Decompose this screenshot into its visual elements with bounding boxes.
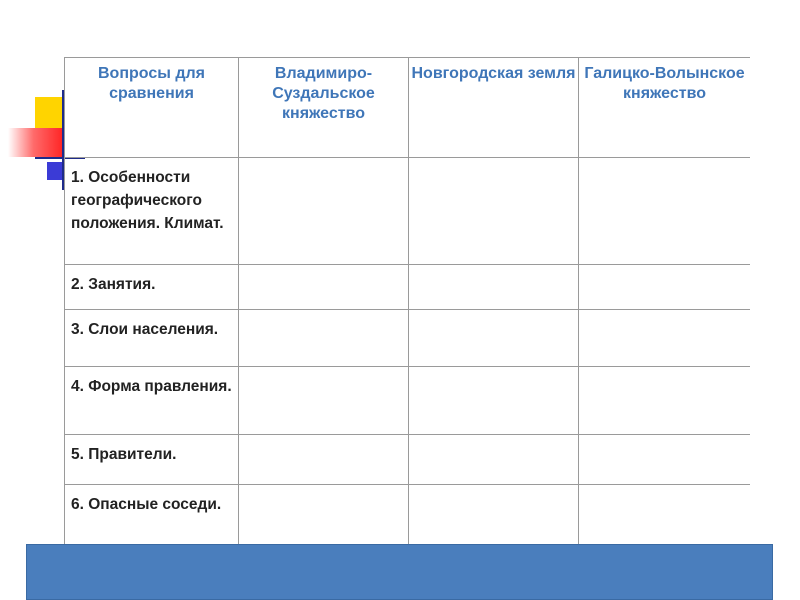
table-row xyxy=(65,310,751,367)
table-cell[interactable] xyxy=(579,367,751,435)
table-cell[interactable] xyxy=(239,435,409,485)
row-question: 2. Занятия. xyxy=(65,265,239,310)
table-cell[interactable] xyxy=(579,485,751,547)
row-question: 3. Слои населения. xyxy=(65,310,239,367)
header-novgorod: Новгородская земля xyxy=(409,58,579,158)
table-cell[interactable] xyxy=(579,435,751,485)
table-cell[interactable] xyxy=(239,310,409,367)
table-cell[interactable] xyxy=(409,485,579,547)
table-row xyxy=(65,485,751,547)
row-question: 1. Особенности географического положения. Климат. xyxy=(65,158,239,265)
row-question: 5. Правители. xyxy=(65,435,239,485)
table-cell[interactable] xyxy=(409,367,579,435)
table-row xyxy=(65,158,751,265)
table-cell[interactable] xyxy=(239,485,409,547)
table-cell[interactable] xyxy=(239,367,409,435)
table-cell[interactable] xyxy=(409,265,579,310)
table-row xyxy=(65,367,751,435)
table-cell[interactable] xyxy=(579,265,751,310)
table-cell[interactable] xyxy=(579,310,751,367)
bottom-banner xyxy=(26,544,773,600)
decor-red-bar xyxy=(8,128,65,157)
table-cell[interactable] xyxy=(579,158,751,265)
table-cell[interactable] xyxy=(409,435,579,485)
table-row xyxy=(65,265,751,310)
row-question: 4. Форма правления. xyxy=(65,367,239,435)
header-questions: Вопросы для сравнения xyxy=(65,58,239,158)
table-cell[interactable] xyxy=(239,158,409,265)
table-cell[interactable] xyxy=(239,265,409,310)
comparison-table-wrapper xyxy=(64,57,750,547)
table-row xyxy=(65,435,751,485)
header-galicia-volhynia: Галицко-Волынское княжество xyxy=(579,58,751,158)
table-cell[interactable] xyxy=(409,158,579,265)
header-vladimir-suzdal: Владимиро-Суздальское княжество xyxy=(239,58,409,158)
row-question: 6. Опасные соседи. xyxy=(65,485,239,547)
table-header-row xyxy=(65,58,751,158)
table-cell[interactable] xyxy=(409,310,579,367)
comparison-table xyxy=(64,57,750,547)
